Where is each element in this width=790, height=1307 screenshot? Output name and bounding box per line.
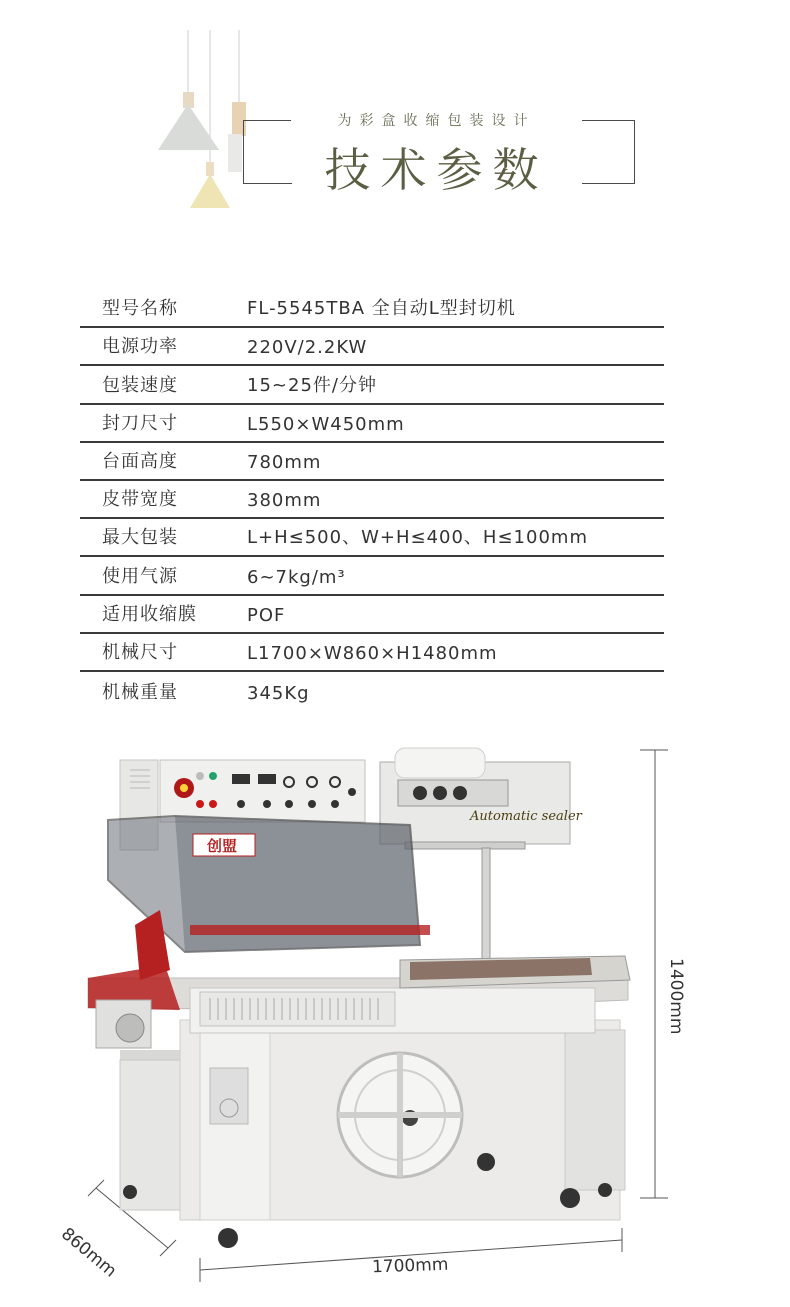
spec-value: 220V/2.2KW [247, 337, 368, 359]
spec-label: 台面高度 [102, 450, 178, 472]
spec-row [80, 596, 664, 634]
spec-label: 电源功率 [102, 336, 178, 358]
spec-row [80, 672, 664, 710]
spec-value: 380mm [247, 490, 322, 512]
spec-value: 345Kg [247, 683, 310, 705]
spec-value: 15~25件/分钟 [247, 374, 377, 396]
spec-value: FL-5545TBA 全自动L型封切机 [247, 298, 516, 320]
height-dimension-label: 1400mm [666, 958, 686, 1035]
spec-row [80, 405, 664, 443]
header [0, 0, 790, 260]
spec-label: 机械重量 [102, 682, 178, 704]
spec-row [80, 481, 664, 519]
spec-row [80, 443, 664, 481]
spec-row [80, 519, 664, 557]
spec-label: 使用气源 [102, 565, 178, 587]
spec-value: L1700×W860×H1480mm [247, 642, 498, 664]
spec-label: 封刀尺寸 [102, 412, 178, 434]
header-subtitle: 为彩盒收缩包装设计 [291, 110, 582, 130]
spec-row [80, 366, 664, 404]
spec-row [80, 634, 664, 672]
title-frame-left [243, 120, 292, 184]
width-dimension-label: 1700mm [371, 1254, 449, 1278]
page-title: 技术参数 [324, 143, 549, 197]
spec-label: 皮带宽度 [102, 489, 178, 511]
spec-table [80, 290, 664, 710]
machine-illustration [0, 730, 790, 1303]
spec-value: L+H≤500、W+H≤400、H≤100mm [247, 527, 588, 549]
spec-label: 最大包装 [102, 527, 178, 549]
spec-row [80, 557, 664, 595]
spec-label: 适用收缩膜 [102, 603, 197, 625]
title-frame-right [582, 120, 635, 184]
brand-logo-text: 创盟 [206, 837, 238, 855]
spec-row [80, 328, 664, 366]
seal-brand-text: Automatic sealer [470, 809, 582, 824]
spec-label: 型号名称 [102, 298, 178, 320]
spec-label: 包装速度 [102, 374, 178, 396]
spec-value: L550×W450mm [247, 413, 405, 435]
spec-value: 780mm [247, 451, 322, 473]
spec-value: POF [247, 604, 286, 626]
spec-value: 6~7kg/m³ [247, 566, 346, 588]
spec-label: 机械尺寸 [102, 641, 178, 663]
spec-row [80, 290, 664, 328]
depth-dimension-label: 860mm [57, 1224, 121, 1282]
